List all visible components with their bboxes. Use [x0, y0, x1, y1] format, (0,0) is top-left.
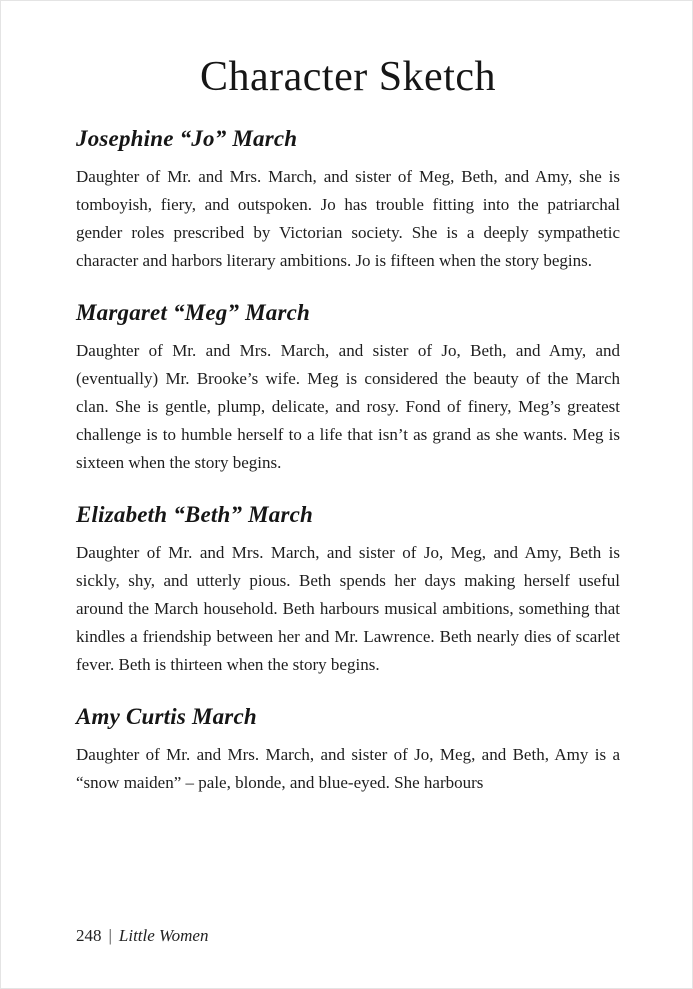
page-title: Character Sketch [199, 54, 497, 100]
character-description: Daughter of Mr. and Mrs. March, and sister of Jo, Meg, and Beth, Amy is a “snow maiden” – pale, blonde, and blue-eyed. She harbours [76, 745, 620, 792]
section-josephine-jo-march [76, 126, 620, 275]
character-heading: Margaret “Meg” March [76, 300, 311, 325]
section-elizabeth-beth-march [76, 502, 620, 679]
page-number: 248 [76, 926, 102, 945]
book-title: Little Women [118, 926, 209, 945]
character-heading: Josephine “Jo” March [76, 126, 298, 151]
page-footer [76, 926, 208, 946]
section-amy-curtis-march [76, 704, 620, 797]
character-heading: Amy Curtis March [76, 704, 257, 729]
section-margaret-meg-march [76, 300, 620, 477]
character-heading: Elizabeth “Beth” March [76, 502, 313, 527]
character-description: Daughter of Mr. and Mrs. March, and sister of Meg, Beth, and Amy, she is tomboyish, fiery, and outspoken. Jo has trouble fitting into the patriarchal gender roles prescribed by Victorian society. She is a deeply sympathetic character and harbors literary ambitions. Jo is fifteen when the story begins. [76, 167, 620, 270]
footer-separator: | [108, 926, 112, 945]
character-description: Daughter of Mr. and Mrs. March, and sister of Jo, Meg, and Amy, Beth is sickly, shy, and utterly pious. Beth spends her days making herself useful around the March household. Beth harbours musical ambitions, something that kindles a friendship between her and Mr. Lawrence. Beth nearly dies of scarlet fever. Beth is thirteen when the story begins. [76, 543, 620, 674]
character-description: Daughter of Mr. and Mrs. March, and sister of Jo, Beth, and Amy, and (eventually) Mr. Brooke’s wife. Meg is considered the beauty of the March clan. She is gentle, plump, delicate, and rosy. Fond of finery, Meg’s greatest challenge is to humble herself to a life that isn’t as grand as she wants. Meg is sixteen when the story begins. [76, 341, 620, 472]
